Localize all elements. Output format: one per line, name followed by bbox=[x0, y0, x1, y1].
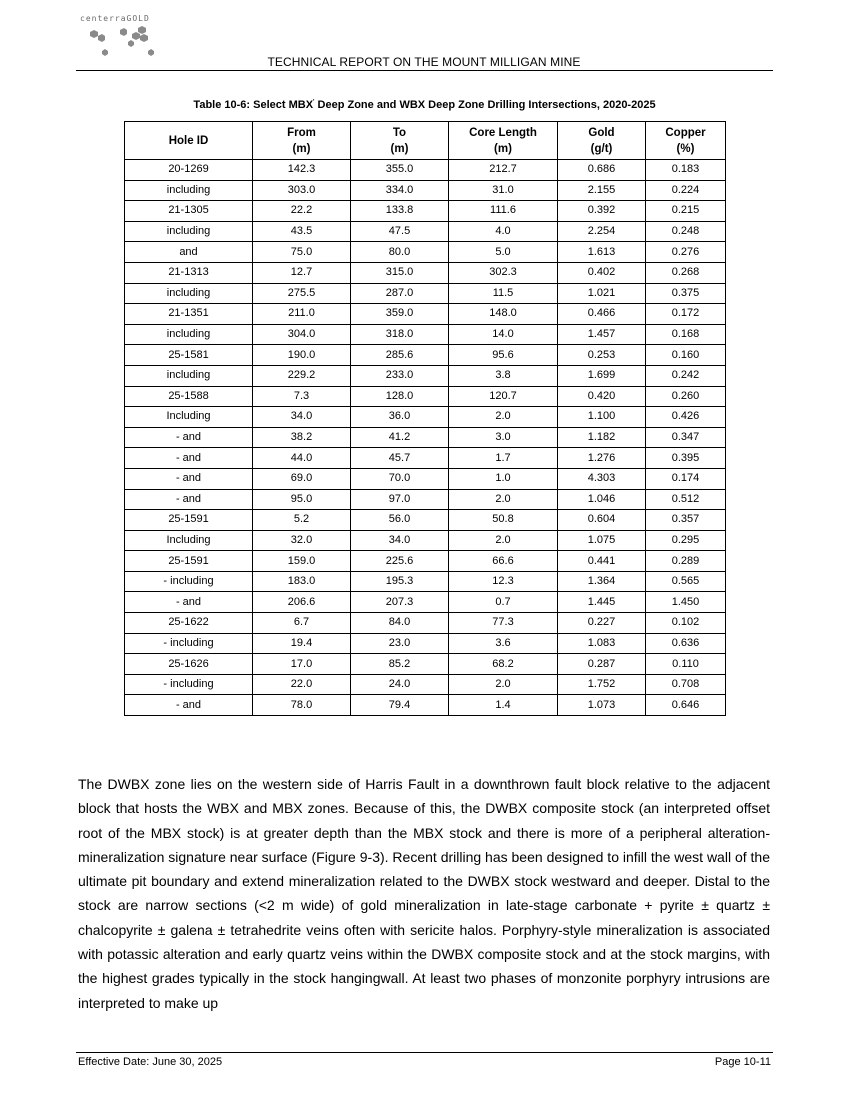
table-cell: 0.287 bbox=[558, 654, 646, 675]
table-cell: - and bbox=[125, 468, 253, 489]
table-cell: 95.0 bbox=[253, 489, 351, 510]
table-cell: 1.457 bbox=[558, 324, 646, 345]
table-row bbox=[125, 180, 726, 201]
table-cell: 0.160 bbox=[646, 345, 726, 366]
table-cell: 0.646 bbox=[646, 695, 726, 716]
table-cell: including bbox=[125, 324, 253, 345]
table-row bbox=[125, 201, 726, 222]
table-row bbox=[125, 242, 726, 263]
table-cell: 0.268 bbox=[646, 262, 726, 283]
table-cell: 70.0 bbox=[351, 468, 449, 489]
table-cell: 32.0 bbox=[253, 530, 351, 551]
table-cell: 79.4 bbox=[351, 695, 449, 716]
table-cell: - and bbox=[125, 592, 253, 613]
table-cell: 0.636 bbox=[646, 633, 726, 654]
table-cell: 195.3 bbox=[351, 571, 449, 592]
table-cell: 229.2 bbox=[253, 365, 351, 386]
table-cell: 0.604 bbox=[558, 510, 646, 531]
table-cell: 206.6 bbox=[253, 592, 351, 613]
table-cell: 1.100 bbox=[558, 407, 646, 428]
table-cell: 133.8 bbox=[351, 201, 449, 222]
table-cell: 21-1351 bbox=[125, 304, 253, 325]
table-cell: 1.613 bbox=[558, 242, 646, 263]
table-cell: 44.0 bbox=[253, 448, 351, 469]
table-cell: 0.102 bbox=[646, 613, 726, 634]
table-caption-part1: Table 10-6: Select MBX bbox=[193, 99, 314, 111]
table-caption-part2: Deep Zone and WBX Deep Zone Drilling Intersections, 2020-2025 bbox=[314, 99, 656, 111]
table-cell: 0.420 bbox=[558, 386, 646, 407]
table-cell: 2.0 bbox=[449, 407, 558, 428]
table-cell: 1.021 bbox=[558, 283, 646, 304]
table-cell: 190.0 bbox=[253, 345, 351, 366]
table-cell: - and bbox=[125, 448, 253, 469]
table-cell: 318.0 bbox=[351, 324, 449, 345]
column-header bbox=[558, 122, 646, 160]
table-row bbox=[125, 324, 726, 345]
table-cell: 50.8 bbox=[449, 510, 558, 531]
table-body bbox=[125, 160, 726, 716]
table-cell: 1.364 bbox=[558, 571, 646, 592]
table-cell: 128.0 bbox=[351, 386, 449, 407]
logo-wordmark: centerraGOLD bbox=[80, 14, 150, 23]
table-cell: 2.155 bbox=[558, 180, 646, 201]
table-cell: 0.215 bbox=[646, 201, 726, 222]
table-row bbox=[125, 427, 726, 448]
table-row bbox=[125, 386, 726, 407]
drilling-intersections-table bbox=[124, 121, 726, 716]
table-cell: 142.3 bbox=[253, 160, 351, 181]
body-paragraph: The DWBX zone lies on the western side of Harris Fault in a downthrown fault block relative to the adjacent block that hosts the WBX and MBX zones. Because of this, the DWBX composite stock (an interpreted offset root of the MBX stock) is at greater depth than the MBX stock and there is more of a peripheral alteration-mineralization signature near surface (Figure 9-3). Recent drilling has been designed to infill the west wall of the ultimate pit boundary and extend mineralization related to the DWBX stock westward and deeper. Distal to the stock are narrow sections (<2 m wide) of gold mineralization in late-stage carbonate + pyrite ± quartz ± chalcopyrite ± galena ± tetrahedrite veins often with sericite halos. Porphyry-style mineralization is associated with potassic alteration and early quartz veins within the DWBX composite stock and at the stock margins, with the highest grades typically in the stock hangingwall. At least two phases of monzonite porphyry intrusions are interpreted to make up bbox=[78, 776, 770, 1011]
table-cell: 285.6 bbox=[351, 345, 449, 366]
table-cell: including bbox=[125, 283, 253, 304]
table-cell: 0.172 bbox=[646, 304, 726, 325]
column-header-unit: (m) bbox=[390, 142, 409, 155]
table-cell: 1.4 bbox=[449, 695, 558, 716]
table-cell: 233.0 bbox=[351, 365, 449, 386]
table-caption-mark: ' bbox=[313, 99, 315, 106]
table-cell: 14.0 bbox=[449, 324, 558, 345]
column-header-label: To bbox=[392, 126, 407, 139]
table-cell: 34.0 bbox=[351, 530, 449, 551]
table-cell: 0.708 bbox=[646, 674, 726, 695]
table-cell: 12.3 bbox=[449, 571, 558, 592]
table-cell: 4.303 bbox=[558, 468, 646, 489]
table-cell: - including bbox=[125, 633, 253, 654]
table-cell: 68.2 bbox=[449, 654, 558, 675]
report-title: TECHNICAL REPORT ON THE MOUNT MILLIGAN MINE bbox=[267, 55, 581, 69]
table-cell: 0.168 bbox=[646, 324, 726, 345]
table-cell: Including bbox=[125, 530, 253, 551]
table-cell: 0.248 bbox=[646, 221, 726, 242]
table-cell: 25-1581 bbox=[125, 345, 253, 366]
table-cell: 315.0 bbox=[351, 262, 449, 283]
table-cell: 25-1588 bbox=[125, 386, 253, 407]
table-cell: 36.0 bbox=[351, 407, 449, 428]
table-cell: 0.565 bbox=[646, 571, 726, 592]
table-cell: 148.0 bbox=[449, 304, 558, 325]
table-cell: 0.466 bbox=[558, 304, 646, 325]
table-cell: 1.075 bbox=[558, 530, 646, 551]
table-cell: 0.375 bbox=[646, 283, 726, 304]
table-row bbox=[125, 345, 726, 366]
table-row bbox=[125, 633, 726, 654]
column-header-label: From bbox=[287, 126, 316, 139]
table-row bbox=[125, 674, 726, 695]
table-row bbox=[125, 304, 726, 325]
table-cell: 0.242 bbox=[646, 365, 726, 386]
table-cell: 207.3 bbox=[351, 592, 449, 613]
table-cell: 84.0 bbox=[351, 613, 449, 634]
table-cell: 95.6 bbox=[449, 345, 558, 366]
table-cell: 2.254 bbox=[558, 221, 646, 242]
column-header bbox=[449, 122, 558, 160]
table-cell: 0.441 bbox=[558, 551, 646, 572]
table-cell: 0.392 bbox=[558, 201, 646, 222]
table-cell: 183.0 bbox=[253, 571, 351, 592]
table-cell: 21-1305 bbox=[125, 201, 253, 222]
table-cell: 41.2 bbox=[351, 427, 449, 448]
column-header-unit: (g/t) bbox=[590, 142, 613, 155]
table-cell: 275.5 bbox=[253, 283, 351, 304]
table-cell: 120.7 bbox=[449, 386, 558, 407]
table-cell: 211.0 bbox=[253, 304, 351, 325]
table-cell: 24.0 bbox=[351, 674, 449, 695]
table-row bbox=[125, 221, 726, 242]
column-header bbox=[351, 122, 449, 160]
header-divider bbox=[76, 70, 773, 71]
table-cell: 20-1269 bbox=[125, 160, 253, 181]
table-cell: and bbox=[125, 242, 253, 263]
table-cell: 0.357 bbox=[646, 510, 726, 531]
column-header-label: Core Length bbox=[469, 126, 537, 139]
table-cell: 1.046 bbox=[558, 489, 646, 510]
table-cell: 212.7 bbox=[449, 160, 558, 181]
table-cell: 23.0 bbox=[351, 633, 449, 654]
table-cell: including bbox=[125, 365, 253, 386]
table-cell: 0.276 bbox=[646, 242, 726, 263]
footer-divider bbox=[76, 1052, 773, 1053]
table-cell: 97.0 bbox=[351, 489, 449, 510]
table-cell: 25-1622 bbox=[125, 613, 253, 634]
table-cell: 4.0 bbox=[449, 221, 558, 242]
table-cell: 25-1591 bbox=[125, 551, 253, 572]
table-row bbox=[125, 407, 726, 428]
table-cell: 78.0 bbox=[253, 695, 351, 716]
table-cell: 287.0 bbox=[351, 283, 449, 304]
table-cell: - and bbox=[125, 695, 253, 716]
table-row bbox=[125, 283, 726, 304]
table-row bbox=[125, 365, 726, 386]
table-cell: 0.289 bbox=[646, 551, 726, 572]
table-cell: 38.2 bbox=[253, 427, 351, 448]
column-header bbox=[125, 122, 253, 160]
table-cell: 19.4 bbox=[253, 633, 351, 654]
table-cell: 12.7 bbox=[253, 262, 351, 283]
table-cell: 0.395 bbox=[646, 448, 726, 469]
table-cell: 25-1591 bbox=[125, 510, 253, 531]
table-row bbox=[125, 551, 726, 572]
table-cell: 6.7 bbox=[253, 613, 351, 634]
table-header-row bbox=[125, 122, 726, 160]
table-cell: 1.073 bbox=[558, 695, 646, 716]
table-cell: 45.7 bbox=[351, 448, 449, 469]
table-cell: 1.699 bbox=[558, 365, 646, 386]
table-cell: 1.7 bbox=[449, 448, 558, 469]
table-cell: 3.8 bbox=[449, 365, 558, 386]
table-row bbox=[125, 262, 726, 283]
table-cell: 22.0 bbox=[253, 674, 351, 695]
table-cell: 303.0 bbox=[253, 180, 351, 201]
table-cell: including bbox=[125, 221, 253, 242]
column-header-unit: (m) bbox=[292, 142, 311, 155]
table-cell: Including bbox=[125, 407, 253, 428]
table-row bbox=[125, 695, 726, 716]
table-cell: 22.2 bbox=[253, 201, 351, 222]
table-cell: 159.0 bbox=[253, 551, 351, 572]
table-cell: 0.686 bbox=[558, 160, 646, 181]
table-cell: 0.295 bbox=[646, 530, 726, 551]
table-cell: 2.0 bbox=[449, 530, 558, 551]
table-cell: 25-1626 bbox=[125, 654, 253, 675]
page-number: Page 10-11 bbox=[714, 1056, 771, 1068]
table-cell: 3.0 bbox=[449, 427, 558, 448]
table-row bbox=[125, 448, 726, 469]
table-cell: 21-1313 bbox=[125, 262, 253, 283]
table-row bbox=[125, 613, 726, 634]
column-header-label: Hole ID bbox=[168, 134, 209, 147]
table-cell: 69.0 bbox=[253, 468, 351, 489]
table-cell: 80.0 bbox=[351, 242, 449, 263]
table-cell: 334.0 bbox=[351, 180, 449, 201]
column-header bbox=[646, 122, 726, 160]
table-cell: 355.0 bbox=[351, 160, 449, 181]
column-header-unit: (%) bbox=[676, 142, 695, 155]
table-cell: 304.0 bbox=[253, 324, 351, 345]
table-row bbox=[125, 530, 726, 551]
table-cell: 47.5 bbox=[351, 221, 449, 242]
table-cell: 3.6 bbox=[449, 633, 558, 654]
table-cell: 302.3 bbox=[449, 262, 558, 283]
table-row bbox=[125, 160, 726, 181]
table-cell: 31.0 bbox=[449, 180, 558, 201]
table-row bbox=[125, 510, 726, 531]
table-cell: 5.2 bbox=[253, 510, 351, 531]
column-header-label: Copper bbox=[665, 126, 706, 139]
table-row bbox=[125, 654, 726, 675]
table-cell: 1.083 bbox=[558, 633, 646, 654]
table-cell: 0.512 bbox=[646, 489, 726, 510]
table-cell: 11.5 bbox=[449, 283, 558, 304]
table-cell: 1.276 bbox=[558, 448, 646, 469]
table-cell: 43.5 bbox=[253, 221, 351, 242]
column-header bbox=[253, 122, 351, 160]
table-cell: - and bbox=[125, 427, 253, 448]
table-cell: - including bbox=[125, 571, 253, 592]
effective-date: Effective Date: June 30, 2025 bbox=[78, 1056, 223, 1068]
table-cell: 1.445 bbox=[558, 592, 646, 613]
table-cell: 111.6 bbox=[449, 201, 558, 222]
table-cell: 0.227 bbox=[558, 613, 646, 634]
table-cell: 2.0 bbox=[449, 674, 558, 695]
table-cell: 7.3 bbox=[253, 386, 351, 407]
table-cell: 225.6 bbox=[351, 551, 449, 572]
table-cell: 56.0 bbox=[351, 510, 449, 531]
table-cell: 75.0 bbox=[253, 242, 351, 263]
table-row bbox=[125, 489, 726, 510]
table-cell: 77.3 bbox=[449, 613, 558, 634]
table-cell: 1.450 bbox=[646, 592, 726, 613]
table-cell: 5.0 bbox=[449, 242, 558, 263]
table-row bbox=[125, 571, 726, 592]
table-cell: 0.347 bbox=[646, 427, 726, 448]
table-row bbox=[125, 468, 726, 489]
table-cell: 0.426 bbox=[646, 407, 726, 428]
table-cell: 0.183 bbox=[646, 160, 726, 181]
table-cell: 0.174 bbox=[646, 468, 726, 489]
table-cell: 85.2 bbox=[351, 654, 449, 675]
table-cell: 0.402 bbox=[558, 262, 646, 283]
table-cell: 1.0 bbox=[449, 468, 558, 489]
table-cell: - and bbox=[125, 489, 253, 510]
table-cell: 0.253 bbox=[558, 345, 646, 366]
table-cell: 2.0 bbox=[449, 489, 558, 510]
table-cell: 34.0 bbox=[253, 407, 351, 428]
table-caption bbox=[124, 99, 725, 111]
table-cell: 1.182 bbox=[558, 427, 646, 448]
table-cell: 1.752 bbox=[558, 674, 646, 695]
table-cell: - including bbox=[125, 674, 253, 695]
column-header-label: Gold bbox=[588, 126, 615, 139]
table-row bbox=[125, 592, 726, 613]
table-cell: 0.260 bbox=[646, 386, 726, 407]
column-header-unit: (m) bbox=[494, 142, 512, 155]
table-cell: including bbox=[125, 180, 253, 201]
table-cell: 17.0 bbox=[253, 654, 351, 675]
table-cell: 359.0 bbox=[351, 304, 449, 325]
table-cell: 0.7 bbox=[449, 592, 558, 613]
table-cell: 66.6 bbox=[449, 551, 558, 572]
table-cell: 0.110 bbox=[646, 654, 726, 675]
table-cell: 0.224 bbox=[646, 180, 726, 201]
